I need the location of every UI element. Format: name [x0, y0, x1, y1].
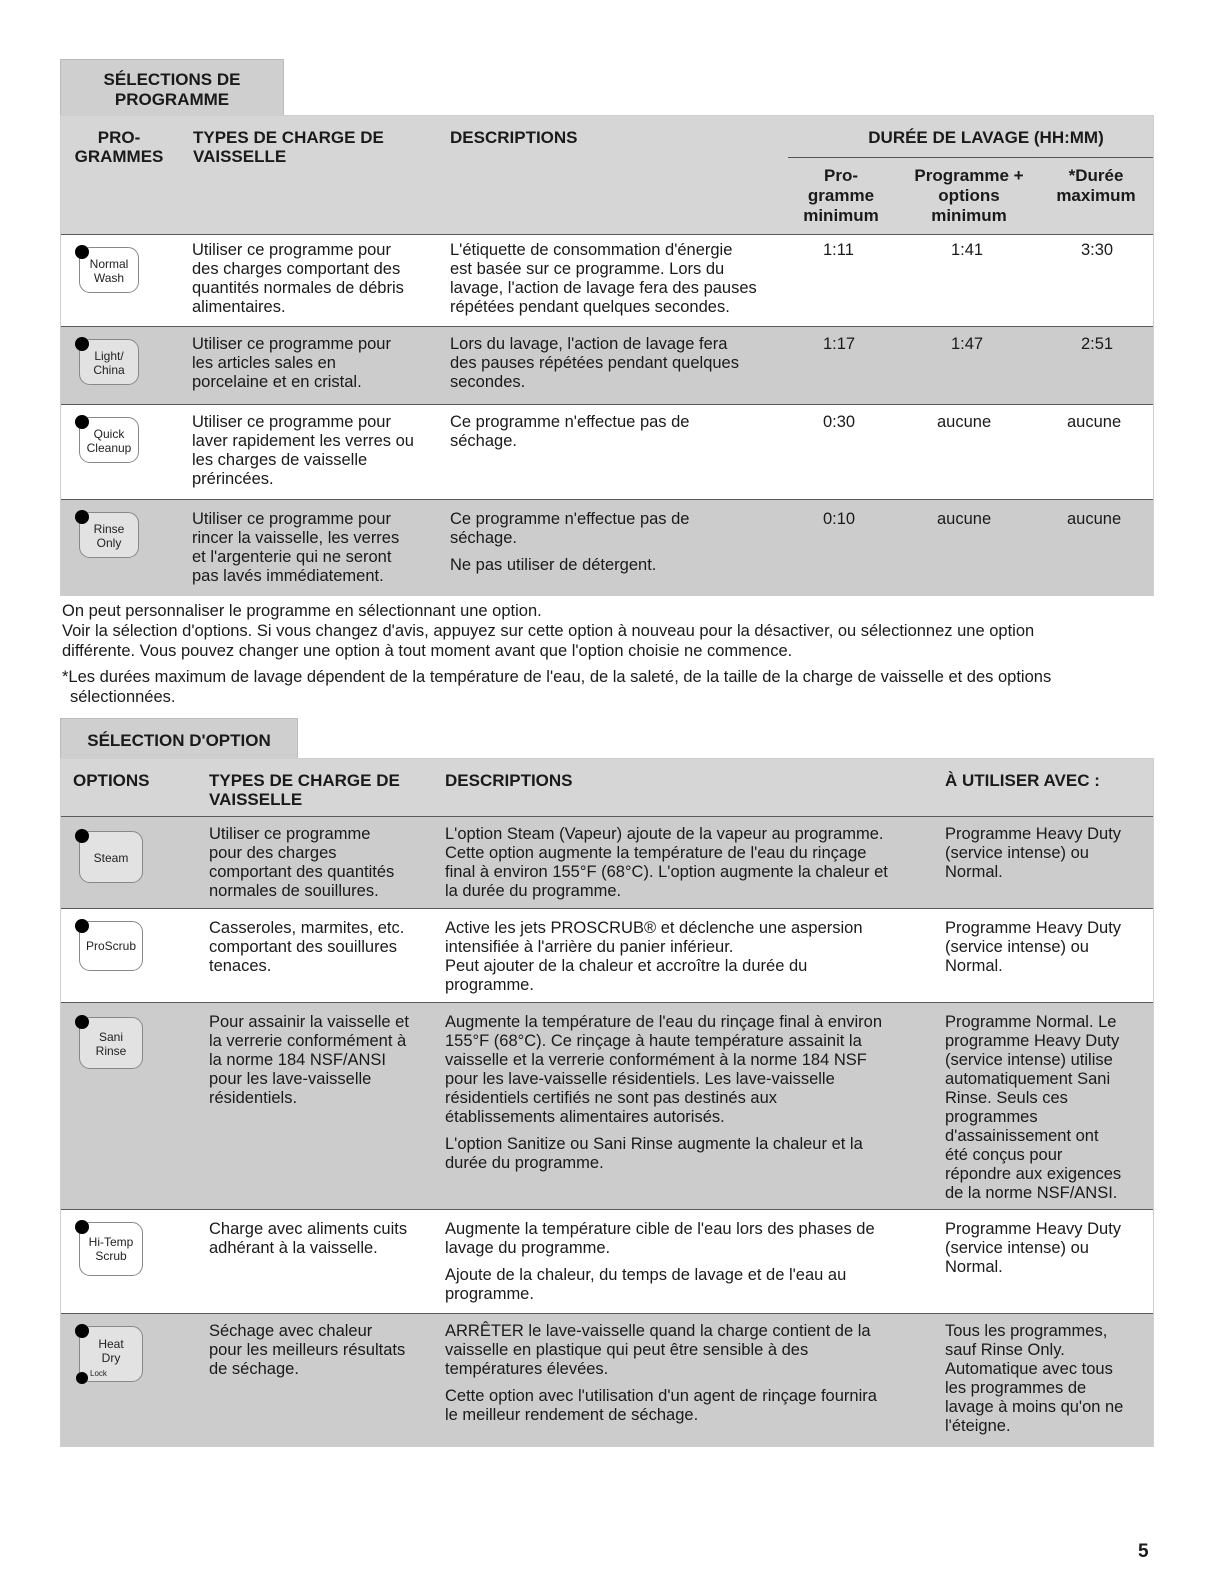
program-notes [62, 601, 1152, 707]
description-text: Augmente la température cible de l'eau lors des phases de lavage du programme. Ajoute de la chaleur, du temps de lavage et de l'eau au programme. [445, 1220, 875, 1303]
option-table [60, 758, 1154, 1447]
page-number: 5 [1138, 1541, 1149, 1562]
header-min-program: Pro- gramme minimum [803, 166, 879, 225]
indicator-light-icon [75, 1015, 89, 1029]
max-time: 2:51 [1081, 335, 1114, 353]
description-text: L'étiquette de consommation d'énergie est basée sur ce programme. Lors du lavage, l'action de lavage fera des pauses répétées pendant quelques secondes. [450, 241, 757, 316]
heat-dry-button-icon: Heat Dry Lock [79, 1326, 143, 1382]
max-time: 3:30 [1081, 241, 1114, 259]
tab-title: SÉLECTION D'OPTION [87, 731, 271, 750]
options-time: 1:41 [951, 241, 984, 259]
steam-button-icon: Steam [79, 831, 143, 883]
tab-title-line: PROGRAMME [114, 90, 230, 109]
max-time: aucune [1067, 510, 1122, 528]
header-program-options: Programme + options minimum [914, 166, 1024, 225]
load-type-text: Charge avec aliments cuits adhérant à la vaisselle. [209, 1220, 408, 1257]
note-line: On peut personnaliser le programme en sélectionnant une option. [62, 602, 542, 620]
use-with-text: Tous les programmes, sauf Rinse Only. Automatique avec tous les programmes de lavage à moins qu'on ne l'éteigne. [945, 1322, 1124, 1435]
options-time: aucune [937, 510, 992, 528]
description-text: Ce programme n'effectue pas de séchage. Ne pas utiliser de détergent. [450, 510, 690, 574]
option-table-header [61, 759, 1153, 816]
option-selection-tab [60, 718, 298, 758]
description-text: L'option Steam (Vapeur) ajoute de la vapeur au programme. Cette option augmente la température de l'eau du rinçage final à environ 155°F (68°C). L'option augmente la chaleur et la durée du programme. [445, 825, 888, 900]
description-text: Ce programme n'effectue pas de séchage. [450, 413, 690, 450]
load-type-text: Utiliser ce programme pour des charges comportant des quantités normales de débris alimentaires. [192, 241, 404, 316]
normal-wash-button-icon: Normal Wash [79, 247, 139, 293]
load-type-text: Utiliser ce programme pour des charges comportant des quantités normales de souillures. [209, 825, 395, 900]
header-use-with: À UTILISER AVEC : [945, 771, 1100, 790]
options-time: aucune [937, 413, 992, 431]
light-china-button-icon: Light/ China [79, 339, 139, 385]
indicator-light-icon [75, 1324, 89, 1338]
description-text: Lors du lavage, l'action de lavage fera des pauses répétées pendant quelques secondes. [450, 335, 739, 391]
proscrub-button-icon: ProScrub [79, 921, 143, 971]
min-time: 0:10 [823, 510, 856, 528]
options-time: 1:47 [951, 335, 984, 353]
program-row-rinse-only [61, 499, 1153, 596]
program-selection-tab [60, 59, 284, 115]
note-line: différente. Vous pouvez changer une option à tout moment avant que l'option choisie ne commence. [62, 642, 793, 660]
wash-time-divider [788, 157, 1153, 158]
indicator-light-icon [75, 1220, 89, 1234]
max-time: aucune [1067, 413, 1122, 431]
use-with-text: Programme Heavy Duty (service intense) ou Normal. [945, 919, 1122, 975]
quick-cleanup-button-icon: Quick Cleanup [79, 417, 139, 463]
option-row-heat-dry [61, 1313, 1153, 1447]
load-type-text: Casseroles, marmites, etc. comportant des souillures tenaces. [209, 919, 405, 975]
note-line: sélectionnées. [70, 688, 176, 706]
hi-temp-scrub-button-icon: Hi-Temp Scrub [79, 1222, 143, 1276]
description-text: Active les jets PROSCRUB® et déclenche une aspersion intensifiée à l'arrière du panier inférieur. Peut ajouter de la chaleur et accroître la durée du programme. [445, 919, 863, 994]
header-programs: PRO- GRAMMES [74, 128, 164, 166]
tab-title-line: SÉLECTIONS DE [103, 70, 241, 89]
min-time: 0:30 [823, 413, 856, 431]
load-type-text: Utiliser ce programme pour rincer la vaisselle, les verres et l'argenterie qui ne seront pas lavés immédiatement. [192, 510, 400, 585]
use-with-text: Programme Heavy Duty (service intense) ou Normal. [945, 1220, 1122, 1276]
lock-indicator-icon [76, 1372, 88, 1384]
min-time: 1:17 [823, 335, 856, 353]
header-descriptions: DESCRIPTIONS [445, 771, 573, 790]
indicator-light-icon [75, 919, 89, 933]
sani-rinse-button-icon: Sani Rinse [79, 1017, 143, 1069]
use-with-text: Programme Normal. Le programme Heavy Duty (service intense) utilise automatiquement Sani Rinse. Seuls ces programmes d'assainissement ont été conçus pour répondre aux exigences de la norme NSF/ANSI. [945, 1013, 1122, 1202]
rinse-only-button-icon: Rinse Only [79, 512, 139, 558]
header-load-types: TYPES DE CHARGE DE VAISSELLE [193, 128, 384, 166]
header-wash-time: DURÉE DE LAVAGE (HH:MM) [868, 128, 1104, 147]
use-with-text: Programme Heavy Duty (service intense) ou Normal. [945, 825, 1122, 881]
description-text: ARRÊTER le lave-vaisselle quand la charge contient de la vaisselle en plastique qui peut être sensible à des températures élevées. Cette option avec l'utilisation d'un agent de rinçage fournira le meilleur rendement de séchage. [445, 1322, 877, 1424]
program-table [60, 115, 1154, 596]
lock-label: Lock [90, 1369, 107, 1378]
option-row-steam [61, 816, 1153, 909]
load-type-text: Utiliser ce programme pour laver rapidement les verres ou les charges de vaisselle prérincées. [192, 413, 414, 488]
header-descriptions: DESCRIPTIONS [450, 128, 578, 147]
load-type-text: Utiliser ce programme pour les articles sales en porcelaine et en cristal. [192, 335, 391, 391]
option-row-proscrub [61, 908, 1153, 1003]
program-table-header [61, 116, 1153, 234]
description-text: Augmente la température de l'eau du rinçage final à environ 155°F (68°C). Ce rinçage à haute température assainit la vaisselle et la verrerie conformément à la norme 184 NSF pour les lave-vaisselle résidentiels. Les lave-vaisselle résidentiels certifiés ne sont pas destinés aux établissements alimentaires autorisés. L'option Sanitize ou Sani Rinse augmente la chaleur et la durée du programme. [445, 1013, 883, 1172]
header-options: OPTIONS [73, 771, 150, 790]
option-row-hi-temp-scrub [61, 1209, 1153, 1314]
header-load-types: TYPES DE CHARGE DE VAISSELLE [209, 771, 400, 809]
program-row-light-china [61, 326, 1153, 405]
load-type-text: Séchage avec chaleur pour les meilleurs résultats de séchage. [209, 1322, 406, 1378]
note-line: *Les durées maximum de lavage dépendent de la température de l'eau, de la saleté, de la taille de la charge de vaisselle et des options [62, 668, 1052, 686]
note-line: Voir la sélection d'options. Si vous changez d'avis, appuyez sur cette option à nouveau pour la désactiver, ou sélectionnez une option [62, 622, 1035, 640]
load-type-text: Pour assainir la vaisselle et la verrerie conformément à la norme 184 NSF/ANSI pour les lave-vaisselle résidentiels. [209, 1013, 409, 1107]
min-time: 1:11 [823, 241, 854, 259]
indicator-light-icon [75, 829, 89, 843]
program-row-normal-wash [61, 234, 1153, 327]
header-max-duration: *Durée maximum [1056, 166, 1136, 205]
option-row-sani-rinse [61, 1002, 1153, 1210]
program-row-quick-cleanup [61, 404, 1153, 500]
